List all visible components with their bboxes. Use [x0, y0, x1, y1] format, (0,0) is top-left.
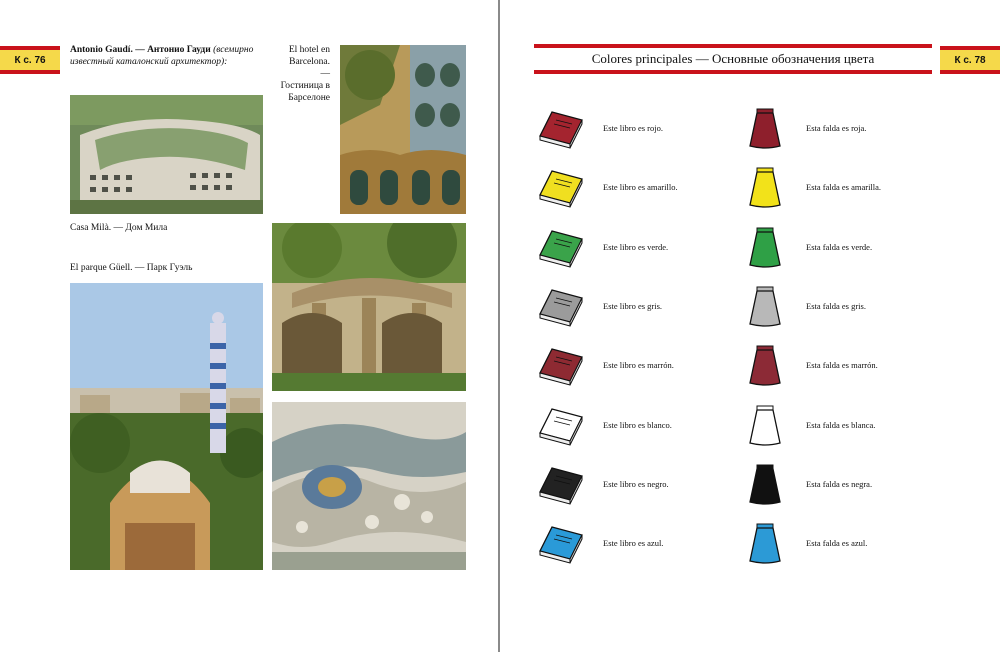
book-icon: [536, 462, 586, 506]
book-icon: [536, 225, 586, 269]
book-sentence: Este libro es verde.: [603, 241, 669, 252]
book-sentence: Este libro es rojo.: [603, 123, 663, 133]
skirt-sentence: Esta falda es roja.: [806, 123, 867, 133]
skirt-icon: [740, 284, 790, 328]
skirt-icon: [740, 106, 790, 150]
skirt-sentence: Esta falda es verde.: [806, 241, 873, 252]
skirt-sentence: Esta falda es marrón.: [806, 360, 878, 371]
gaudi-name: Antonio Gaudí. — Антонио Гауди: [70, 45, 211, 55]
book-icon: [536, 403, 586, 447]
book-icon: [536, 106, 586, 150]
skirt-icon: [740, 462, 790, 506]
skirt-icon: [740, 165, 790, 209]
skirt-sentence: Esta falda es blanca.: [806, 419, 876, 430]
casa-mila-photo: [70, 95, 263, 214]
page-ref-tab: К с. 76: [0, 46, 60, 74]
parque-guell-caption: El parque Güell. — Парк Гуэль: [70, 263, 193, 273]
book-icon: [536, 343, 586, 387]
mosaic-bench-photo: [272, 402, 466, 570]
left-page: [0, 0, 499, 652]
book-icon: [536, 284, 586, 328]
page-ref-tab-right: К с. 78: [940, 46, 1000, 74]
gaudi-intro: [70, 44, 270, 68]
colors-title: Colores principales — Основные обозначения цвета: [534, 44, 932, 74]
casa-mila-caption: Casa Milà. — Дом Мила: [70, 223, 168, 233]
skirt-sentence: Esta falda es amarilla.: [806, 182, 882, 193]
guell-tower-photo: [70, 283, 263, 570]
skirt-sentence: Esta falda es azul.: [806, 538, 868, 549]
book-sentence: Este libro es amarillo.: [603, 182, 678, 193]
pergola-photo: [272, 223, 466, 391]
skirt-sentence: Esta falda es negra.: [806, 478, 873, 489]
book-icon: [536, 165, 586, 209]
skirt-icon: [740, 403, 790, 447]
book-sentence: Este libro es blanco.: [603, 419, 672, 430]
skirt-icon: [740, 225, 790, 269]
gaudi-description: (всемирно известный каталонский архитектор):: [70, 45, 254, 67]
hotel-caption: El hotel en Barcelona. — Гостиница в Барселоне: [280, 45, 330, 103]
hotel-photo: [340, 45, 466, 214]
skirt-icon: [740, 343, 790, 387]
book-sentence: Este libro es marrón.: [603, 360, 674, 371]
book-sentence: Este libro es negro.: [603, 478, 669, 489]
book-icon: [536, 521, 586, 565]
skirt-sentence: Esta falda es gris.: [806, 300, 866, 311]
book-sentence: Este libro es azul.: [603, 538, 664, 549]
skirt-icon: [740, 521, 790, 565]
book-sentence: Este libro es gris.: [603, 300, 663, 311]
